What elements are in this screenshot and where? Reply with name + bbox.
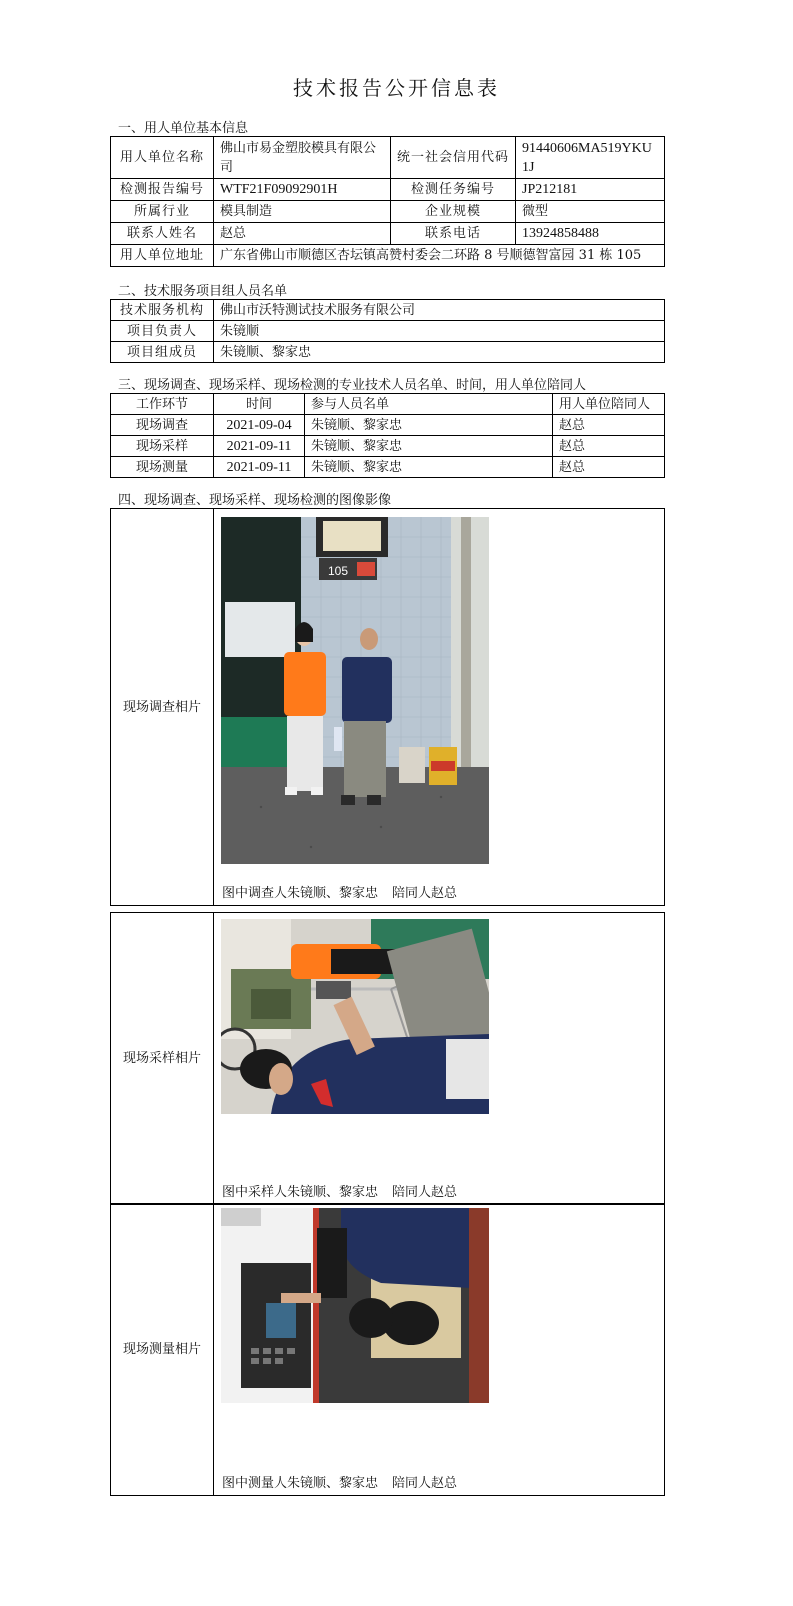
value-team-members: 朱镜顺、黎家忠 <box>214 342 665 363</box>
participants-cell: 朱镜顺、黎家忠 <box>305 415 553 436</box>
sampling-photo-cell <box>214 913 665 1205</box>
header-participants: 参与人员名单 <box>305 394 553 415</box>
survey-photo <box>221 517 489 864</box>
header-work-stage: 工作环节 <box>111 394 214 415</box>
companion-cell: 赵总 <box>553 415 665 436</box>
label-scale: 企业规模 <box>391 201 516 223</box>
table-row <box>111 415 665 436</box>
label-task-number: 检测任务编号 <box>391 179 516 201</box>
header-time: 时间 <box>214 394 305 415</box>
date-cell: 2021-09-04 <box>214 415 305 436</box>
date-cell: 2021-09-11 <box>214 436 305 457</box>
value-credit-code: 91440606MA519YKU1J <box>516 137 665 179</box>
sampling-photo <box>221 919 489 1114</box>
section2-heading: 二、技术服务项目组人员名单 <box>118 284 288 299</box>
header-companion: 用人单位陪同人 <box>553 394 665 415</box>
sampling-photo-image <box>221 919 489 1114</box>
companion-cell: 赵总 <box>553 436 665 457</box>
participants-cell: 朱镜顺、黎家忠 <box>305 457 553 478</box>
label-team-members: 项目组成员 <box>111 342 214 363</box>
survey-photo-cell <box>214 509 665 906</box>
survey-photo-table <box>110 508 665 906</box>
label-project-lead: 项目负责人 <box>111 321 214 342</box>
value-task-number: JP212181 <box>516 179 665 201</box>
value-project-lead: 朱镜顺 <box>214 321 665 342</box>
companion-cell: 赵总 <box>553 457 665 478</box>
sampling-photo-label: 现场采样相片 <box>111 913 214 1205</box>
value-report-number: WTF21F09092901H <box>214 179 391 201</box>
measurement-photo-table <box>110 1203 665 1496</box>
team-table <box>110 299 665 363</box>
survey-photo-label: 现场调查相片 <box>111 509 214 906</box>
page-title: 技术报告公开信息表 <box>293 76 500 100</box>
stage-cell: 现场采样 <box>111 436 214 457</box>
basic-info-table <box>110 136 665 267</box>
stage-cell: 现场调查 <box>111 415 214 436</box>
section3-heading: 三、现场调查、现场采样、现场检测的专业技术人员名单、时间，用人单位陪同人 <box>118 378 587 393</box>
measurement-photo-label: 现场测量相片 <box>111 1204 214 1496</box>
door-number-sign: 105 <box>328 564 349 578</box>
label-employer-name: 用人单位名称 <box>111 137 214 179</box>
value-service-org: 佛山市沃特测试技术服务有限公司 <box>214 300 665 321</box>
section1-heading: 一、用人单位基本信息 <box>118 121 249 136</box>
table-row <box>111 436 665 457</box>
date-cell: 2021-09-11 <box>214 457 305 478</box>
label-service-org: 技术服务机构 <box>111 300 214 321</box>
participants-cell: 朱镜顺、黎家忠 <box>305 436 553 457</box>
measurement-photo-caption: 图中测量人朱镜顺、黎家忠 陪同人赵总 <box>222 1476 458 1491</box>
label-contact-name: 联系人姓名 <box>111 223 214 245</box>
value-contact-phone: 13924858488 <box>516 223 665 245</box>
measurement-photo <box>221 1208 489 1403</box>
label-address: 用人单位地址 <box>111 245 214 267</box>
value-contact-name: 赵总 <box>214 223 391 245</box>
sampling-photo-caption: 图中采样人朱镜顺、黎家忠 陪同人赵总 <box>222 1185 458 1200</box>
section4-heading: 四、现场调查、现场采样、现场检测的图像影像 <box>118 493 392 508</box>
value-scale: 微型 <box>516 201 665 223</box>
measurement-photo-image <box>221 1208 489 1403</box>
schedule-table <box>110 393 665 478</box>
label-industry: 所属行业 <box>111 201 214 223</box>
table-row <box>111 457 665 478</box>
value-industry: 模具制造 <box>214 201 391 223</box>
sampling-photo-table <box>110 912 665 1205</box>
stage-cell: 现场测量 <box>111 457 214 478</box>
label-credit-code: 统一社会信用代码 <box>391 137 516 179</box>
label-contact-phone: 联系电话 <box>391 223 516 245</box>
survey-photo-caption: 图中调查人朱镜顺、黎家忠 陪同人赵总 <box>222 886 458 901</box>
value-employer-name: 佛山市易金塑胶模具有限公司 <box>214 137 391 179</box>
value-address: 广东省佛山市顺德区杏坛镇高赞村委会二环路 8 号顺德智富园 31 栋 105 <box>214 245 665 267</box>
label-report-number: 检测报告编号 <box>111 179 214 201</box>
survey-photo-image <box>221 517 489 864</box>
measurement-photo-cell <box>214 1204 665 1496</box>
